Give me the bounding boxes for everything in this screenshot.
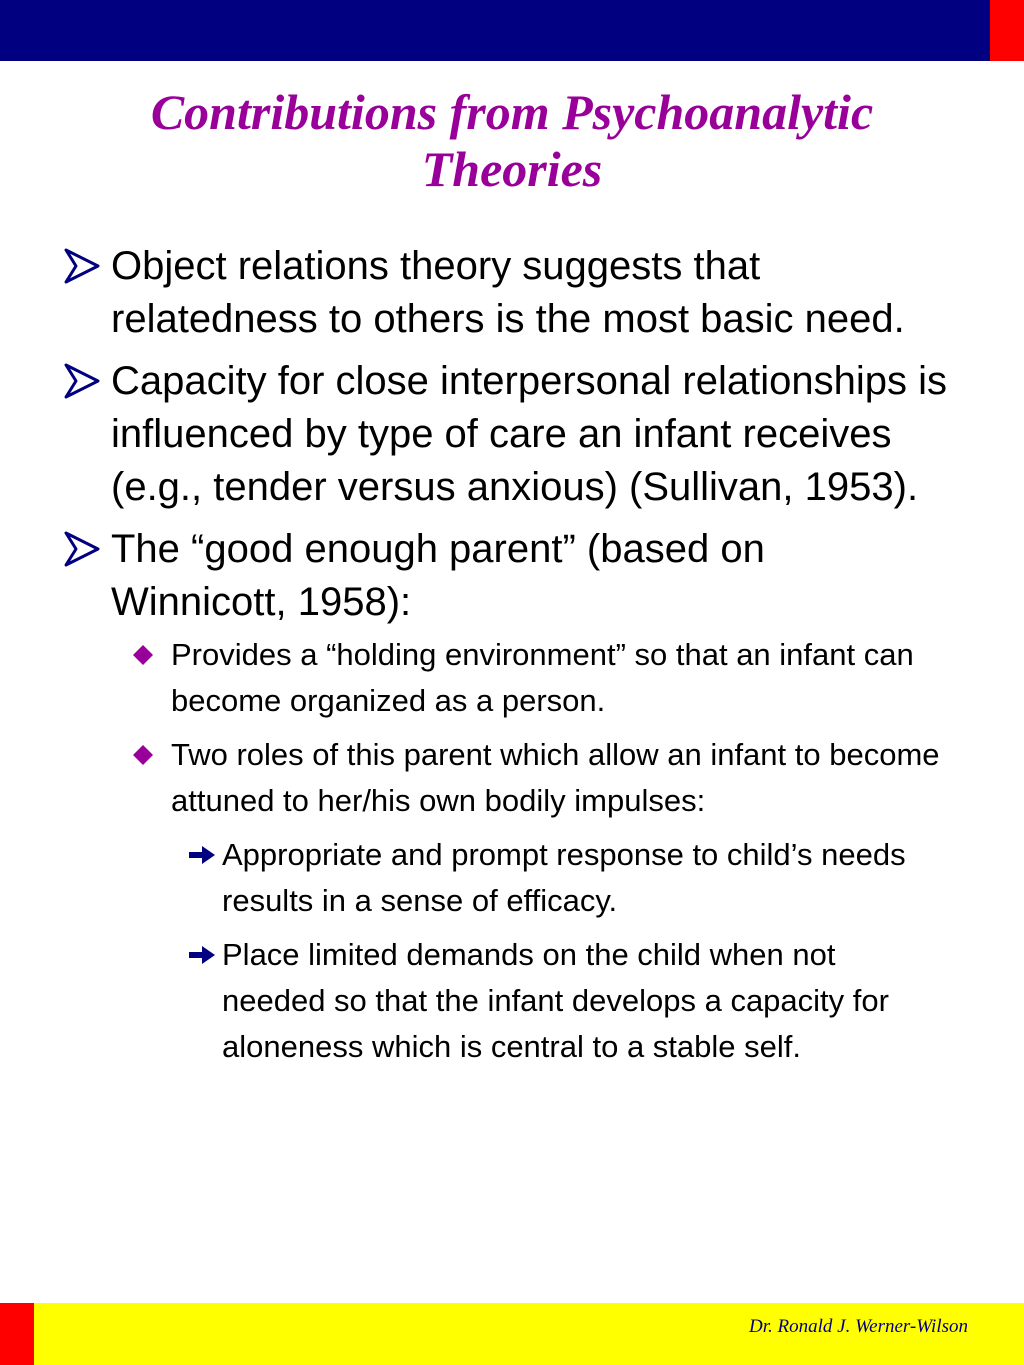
bullet-text: Object relations theory suggests that relatedness to others is the most basic need. bbox=[111, 244, 905, 341]
bullet-text: Capacity for close interpersonal relationships is influenced by type of care an infant receives (e.g., tender versus anxious) (Sullivan, 1953). bbox=[111, 359, 947, 509]
sub-bullet-item bbox=[0, 732, 941, 824]
sub-bullet-text: Two roles of this parent which allow an infant to become attuned to her/his own bodily impulses: bbox=[171, 737, 940, 818]
arrowhead-bullet-icon bbox=[62, 246, 102, 286]
bullet-text: The “good enough parent” (based on Winnicott, 1958): bbox=[111, 527, 765, 624]
bottom-accent-block bbox=[0, 1303, 34, 1365]
diamond-bullet-icon bbox=[133, 645, 153, 665]
bullet-item bbox=[0, 523, 951, 629]
arrowhead-bullet-icon bbox=[62, 529, 102, 569]
slide-title bbox=[40, 84, 984, 198]
bullet-item bbox=[0, 355, 951, 514]
sub-sub-bullet-text: Appropriate and prompt response to child’s needs results in a sense of efficacy. bbox=[222, 837, 906, 918]
sub-sub-bullet-item bbox=[0, 932, 947, 1070]
sub-bullet-text: Provides a “holding environment” so that an infant can become organized as a person. bbox=[171, 637, 914, 718]
sub-sub-bullet-item bbox=[0, 832, 947, 924]
sub-bullet-item bbox=[0, 632, 941, 724]
title-line-1: Contributions from Psychoanalytic bbox=[150, 84, 874, 140]
top-accent-block bbox=[990, 0, 1024, 61]
arrow-right-bullet-icon bbox=[188, 844, 216, 866]
author-footer: Dr. Ronald J. Werner-Wilson bbox=[749, 1316, 968, 1337]
bullet-item bbox=[0, 240, 951, 346]
arrowhead-bullet-icon bbox=[62, 361, 102, 401]
arrow-right-bullet-icon bbox=[188, 944, 216, 966]
top-banner bbox=[0, 0, 1024, 61]
sub-sub-bullet-text: Place limited demands on the child when not needed so that the infant develops a capacity for aloneness which is central to a stable self. bbox=[222, 937, 889, 1064]
diamond-bullet-icon bbox=[133, 745, 153, 765]
title-line-2: Theories bbox=[421, 141, 603, 197]
slide-body bbox=[0, 240, 1024, 1078]
